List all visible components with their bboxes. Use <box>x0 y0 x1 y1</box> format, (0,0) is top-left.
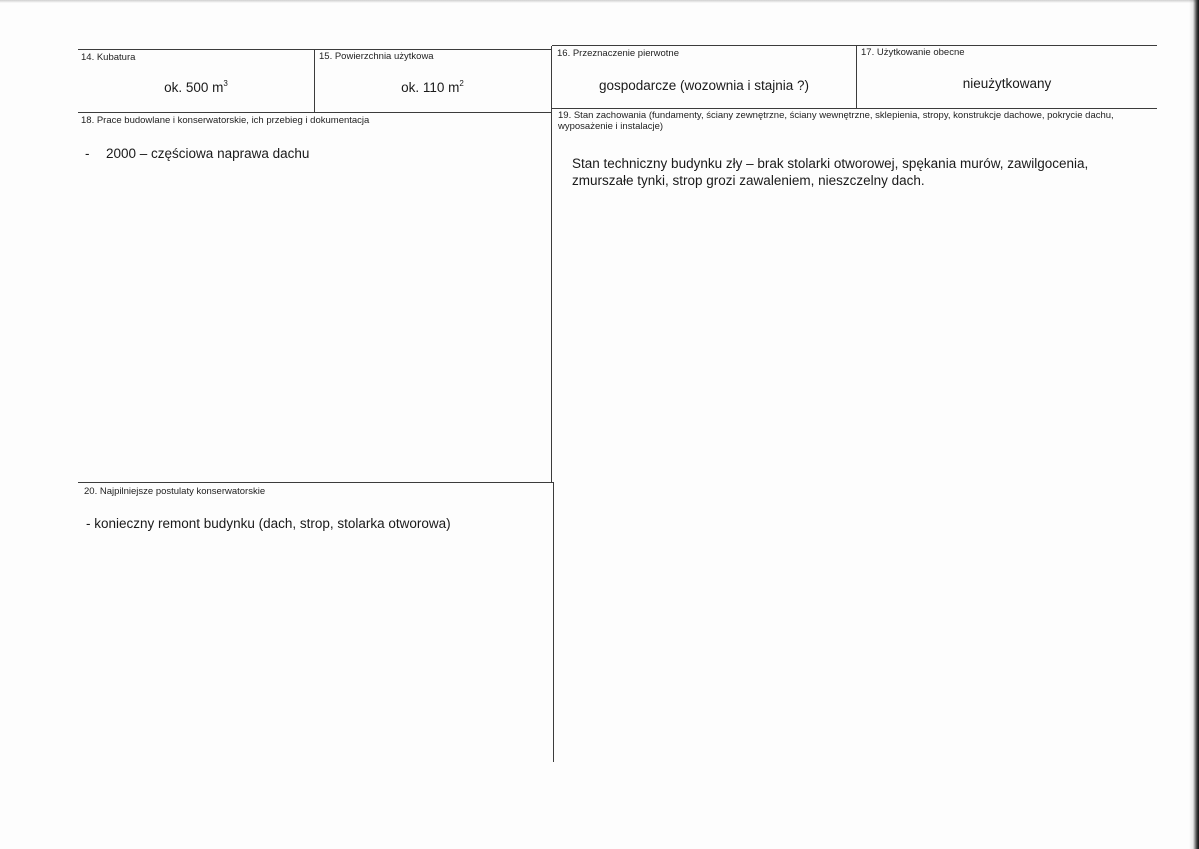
row1-top-line-right <box>552 45 1157 46</box>
przeznaczenie-value: gospodarcze (wozownia i stajnia ?) <box>598 78 810 93</box>
scan-top-edge <box>0 0 1199 3</box>
row3-top-line <box>78 482 554 483</box>
prace-label: 18. Prace budowlane i konserwatorskie, ich przebieg i dokumentacja <box>81 115 370 126</box>
przeznaczenie-label: 16. Przeznaczenie pierwotne <box>557 48 679 59</box>
uzytkowanie-value: nieużytkowany <box>962 76 1052 91</box>
divider-main <box>551 46 552 483</box>
powierzchnia-value <box>314 79 551 95</box>
uzytkowanie-label: 17. Użytkowanie obecne <box>861 47 965 58</box>
kubatura-unit-exp: 3 <box>223 79 228 88</box>
postulaty-text: - konieczny remont budynku (dach, strop, stolarka otworowa) <box>86 516 451 531</box>
scan-right-edge <box>1189 0 1199 849</box>
powierzchnia-label: 15. Powierzchnia użytkowa <box>319 51 434 62</box>
prace-bullet: - <box>85 146 90 161</box>
prace-entry: 2000 – częściowa naprawa dachu <box>106 146 310 161</box>
row1-top-line-left <box>78 49 552 50</box>
postulaty-label: 20. Najpilniejsze postulaty konserwatorskie <box>84 486 266 497</box>
row2-top-line-right <box>552 108 1157 109</box>
stan-label: 19. Stan zachowania (fundamenty, ściany zewnętrzne, ściany wewnętrzne, sklepienia, stropy, konstrukcje dachowe, pokrycie dachu, wyposażenie i instalacje) <box>558 110 1114 132</box>
kubatura-value-text: ok. 500 m <box>164 80 224 95</box>
row2-top-line-left <box>78 112 552 113</box>
stan-text: Stan techniczny budynku zły – brak stolarki otworowej, spękania murów, zawilgocenia, zmurszałe tynki, strop grozi zawaleniem, nieszczelny dach. <box>572 156 1089 188</box>
kubatura-label: 14. Kubatura <box>81 52 136 63</box>
kubatura-value <box>78 79 314 95</box>
powierzchnia-unit-exp: 2 <box>459 79 464 88</box>
powierzchnia-value-text: ok. 110 m <box>401 80 460 95</box>
divider-main-lower <box>553 482 554 762</box>
